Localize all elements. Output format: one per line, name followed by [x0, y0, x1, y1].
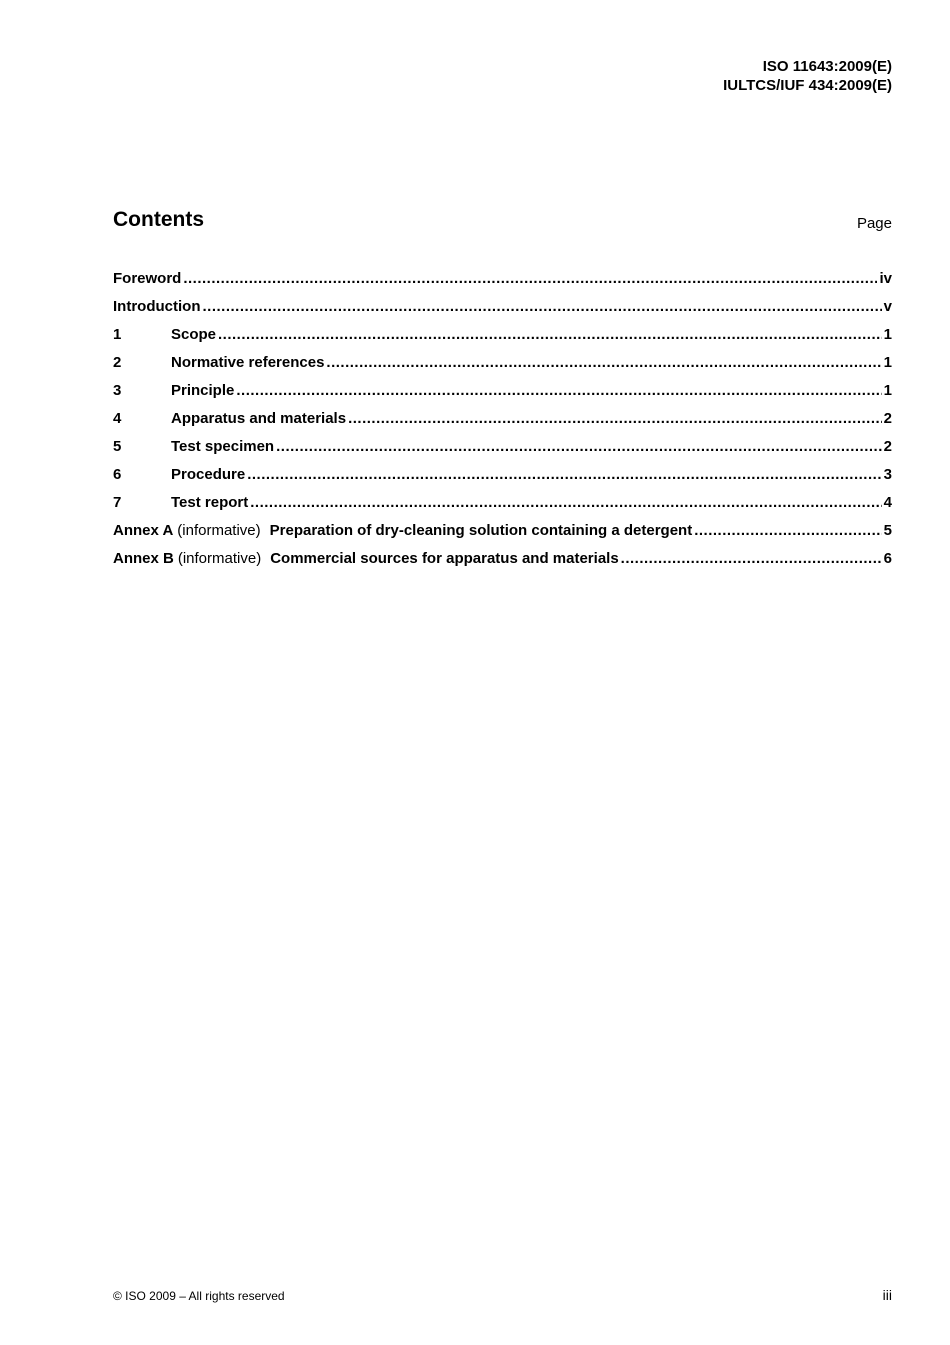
toc-annex-label: Annex A — [113, 522, 174, 539]
toc-dot-leader — [236, 377, 881, 405]
contents-heading-row — [113, 208, 892, 238]
toc-entry-title: Procedure — [171, 466, 246, 483]
toc-entry-title: Scope — [171, 326, 217, 343]
document-footer — [113, 1287, 892, 1305]
toc-entry-number: 2 — [113, 354, 122, 371]
toc-entry-title: Test report — [171, 494, 249, 511]
page-column-label: Page — [856, 215, 892, 232]
toc-entry-number: 1 — [113, 326, 122, 343]
toc-entry-title: Introduction — [113, 298, 201, 315]
toc-entry-page: 2 — [883, 438, 892, 455]
standard-number: ISO 11643:2009(E) — [762, 58, 892, 75]
toc-entry-page: v — [883, 298, 892, 315]
toc-entry-page: 3 — [883, 466, 892, 483]
toc-entry-clause-5[interactable] — [113, 433, 892, 461]
toc-dot-leader — [276, 433, 882, 461]
toc-entry-clause-4[interactable] — [113, 405, 892, 433]
toc-entry-introduction[interactable] — [113, 293, 892, 321]
toc-entry-number: 4 — [113, 410, 122, 427]
toc-dot-leader — [202, 293, 881, 321]
toc-dot-leader — [694, 517, 881, 545]
toc-entry-page: 1 — [883, 382, 892, 399]
toc-entry-foreword[interactable] — [113, 265, 892, 293]
toc-entry-title: Apparatus and materials — [171, 410, 347, 427]
toc-entry-number: 6 — [113, 466, 122, 483]
toc-entry-number: 5 — [113, 438, 122, 455]
toc-entry-title: Test specimen — [171, 438, 275, 455]
toc-dot-leader — [250, 489, 881, 517]
toc-annex-label: Annex B — [113, 550, 174, 567]
toc-dot-leader — [218, 321, 882, 349]
toc-entry-clause-3[interactable] — [113, 377, 892, 405]
toc-entry-annex-a[interactable] — [113, 517, 892, 545]
toc-entry-page: 4 — [883, 494, 892, 511]
toc-dot-leader — [247, 461, 881, 489]
toc-entry-page: iv — [879, 270, 892, 287]
toc-dot-leader — [621, 545, 882, 573]
toc-entry-title: Preparation of dry-cleaning solution containing a detergent — [269, 522, 693, 539]
iultcs-number: IULTCS/IUF 434:2009(E) — [723, 77, 892, 94]
toc-dot-leader — [348, 405, 882, 433]
toc-entry-page: 5 — [883, 522, 892, 539]
toc-annex-type: (informative) — [177, 522, 261, 539]
toc-entry-page: 2 — [883, 410, 892, 427]
toc-entry-clause-2[interactable] — [113, 349, 892, 377]
toc-entry-title: Foreword — [113, 270, 182, 287]
contents-title: Contents — [113, 208, 204, 231]
toc-entry-number: 7 — [113, 494, 122, 511]
toc-entry-clause-7[interactable] — [113, 489, 892, 517]
toc-annex-type: (informative) — [177, 550, 262, 567]
toc-entry-page: 1 — [883, 326, 892, 343]
toc-entry-title: Principle — [171, 382, 235, 399]
toc-dot-leader — [183, 265, 877, 293]
table-of-contents — [113, 265, 892, 573]
toc-entry-page: 6 — [883, 550, 892, 567]
toc-entry-number: 3 — [113, 382, 122, 399]
toc-entry-clause-1[interactable] — [113, 321, 892, 349]
page-number: iii — [882, 1287, 892, 1303]
toc-entry-title: Commercial sources for apparatus and materials — [270, 550, 619, 567]
toc-entry-annex-b[interactable] — [113, 545, 892, 573]
document-header — [723, 57, 892, 95]
toc-entry-title: Normative references — [171, 354, 325, 371]
copyright-notice: © ISO 2009 – All rights reserved — [113, 1289, 285, 1303]
toc-dot-leader — [326, 349, 881, 377]
toc-entry-clause-6[interactable] — [113, 461, 892, 489]
toc-entry-page: 1 — [883, 354, 892, 371]
